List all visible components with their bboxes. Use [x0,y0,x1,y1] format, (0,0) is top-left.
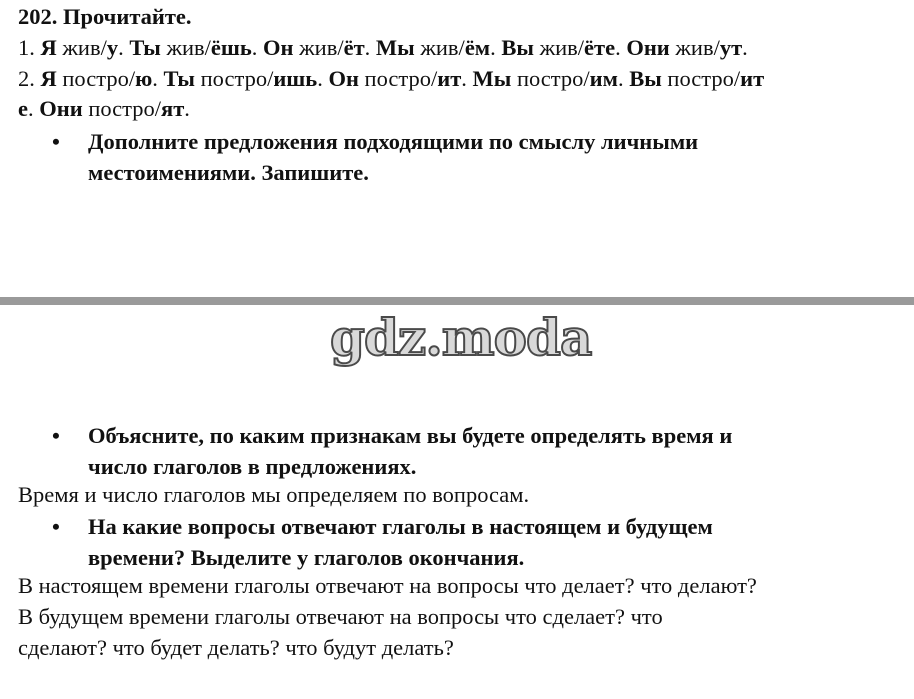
answer-bullet-2 [52,420,902,482]
answer-bullet-3 [52,511,902,573]
answer-3-line-1: В настоящем времени глаголы отвечают на вопросы что делает? что делают? [18,573,757,598]
answer-2-text: Время и число глаголов мы определяем по вопросам. [18,482,530,507]
bullet-1-line-2: местоимениями. Запишите. [88,160,369,185]
bullet-icon: • [52,129,60,154]
bullet-icon: • [52,514,60,539]
task-title: 202. Прочитайте. [18,4,192,29]
watermark-logo: gdz.moda [330,308,592,367]
bullet-3-line-2: времени? Выделите у глаголов окончания. [88,545,525,570]
bullet-3-line-1: На какие вопросы отвечают глаголы в настоящем и будущем [88,514,713,539]
answer-3-line-2: В будущем времени глаголы отвечают на вопросы что сделает? что [18,604,663,629]
task-line-2: 2. Я постро/ю. Ты постро/ишь. Он постро/ит. Мы постро/им. Вы постро/ит [18,66,765,91]
bullet-icon: • [52,423,60,448]
task-line-3: е. Они постро/ят. [18,96,190,121]
bullet-2-line-1: Объясните, по каким признакам вы будете определять время и [88,423,733,448]
task-line-1: 1. Я жив/у. Ты жив/ёшь. Он жив/ёт. Мы жив/ём. Вы жив/ёте. Они жив/ут. [18,35,748,60]
answer-3-line-3: сделают? что будет делать? что будут делать? [18,635,454,660]
section-divider [0,297,914,305]
task-bullet-1 [52,126,902,188]
bullet-1-line-1: Дополните предложения подходящими по смыслу личными [88,129,699,154]
bullet-2-line-2: число глаголов в предложениях. [88,454,417,479]
